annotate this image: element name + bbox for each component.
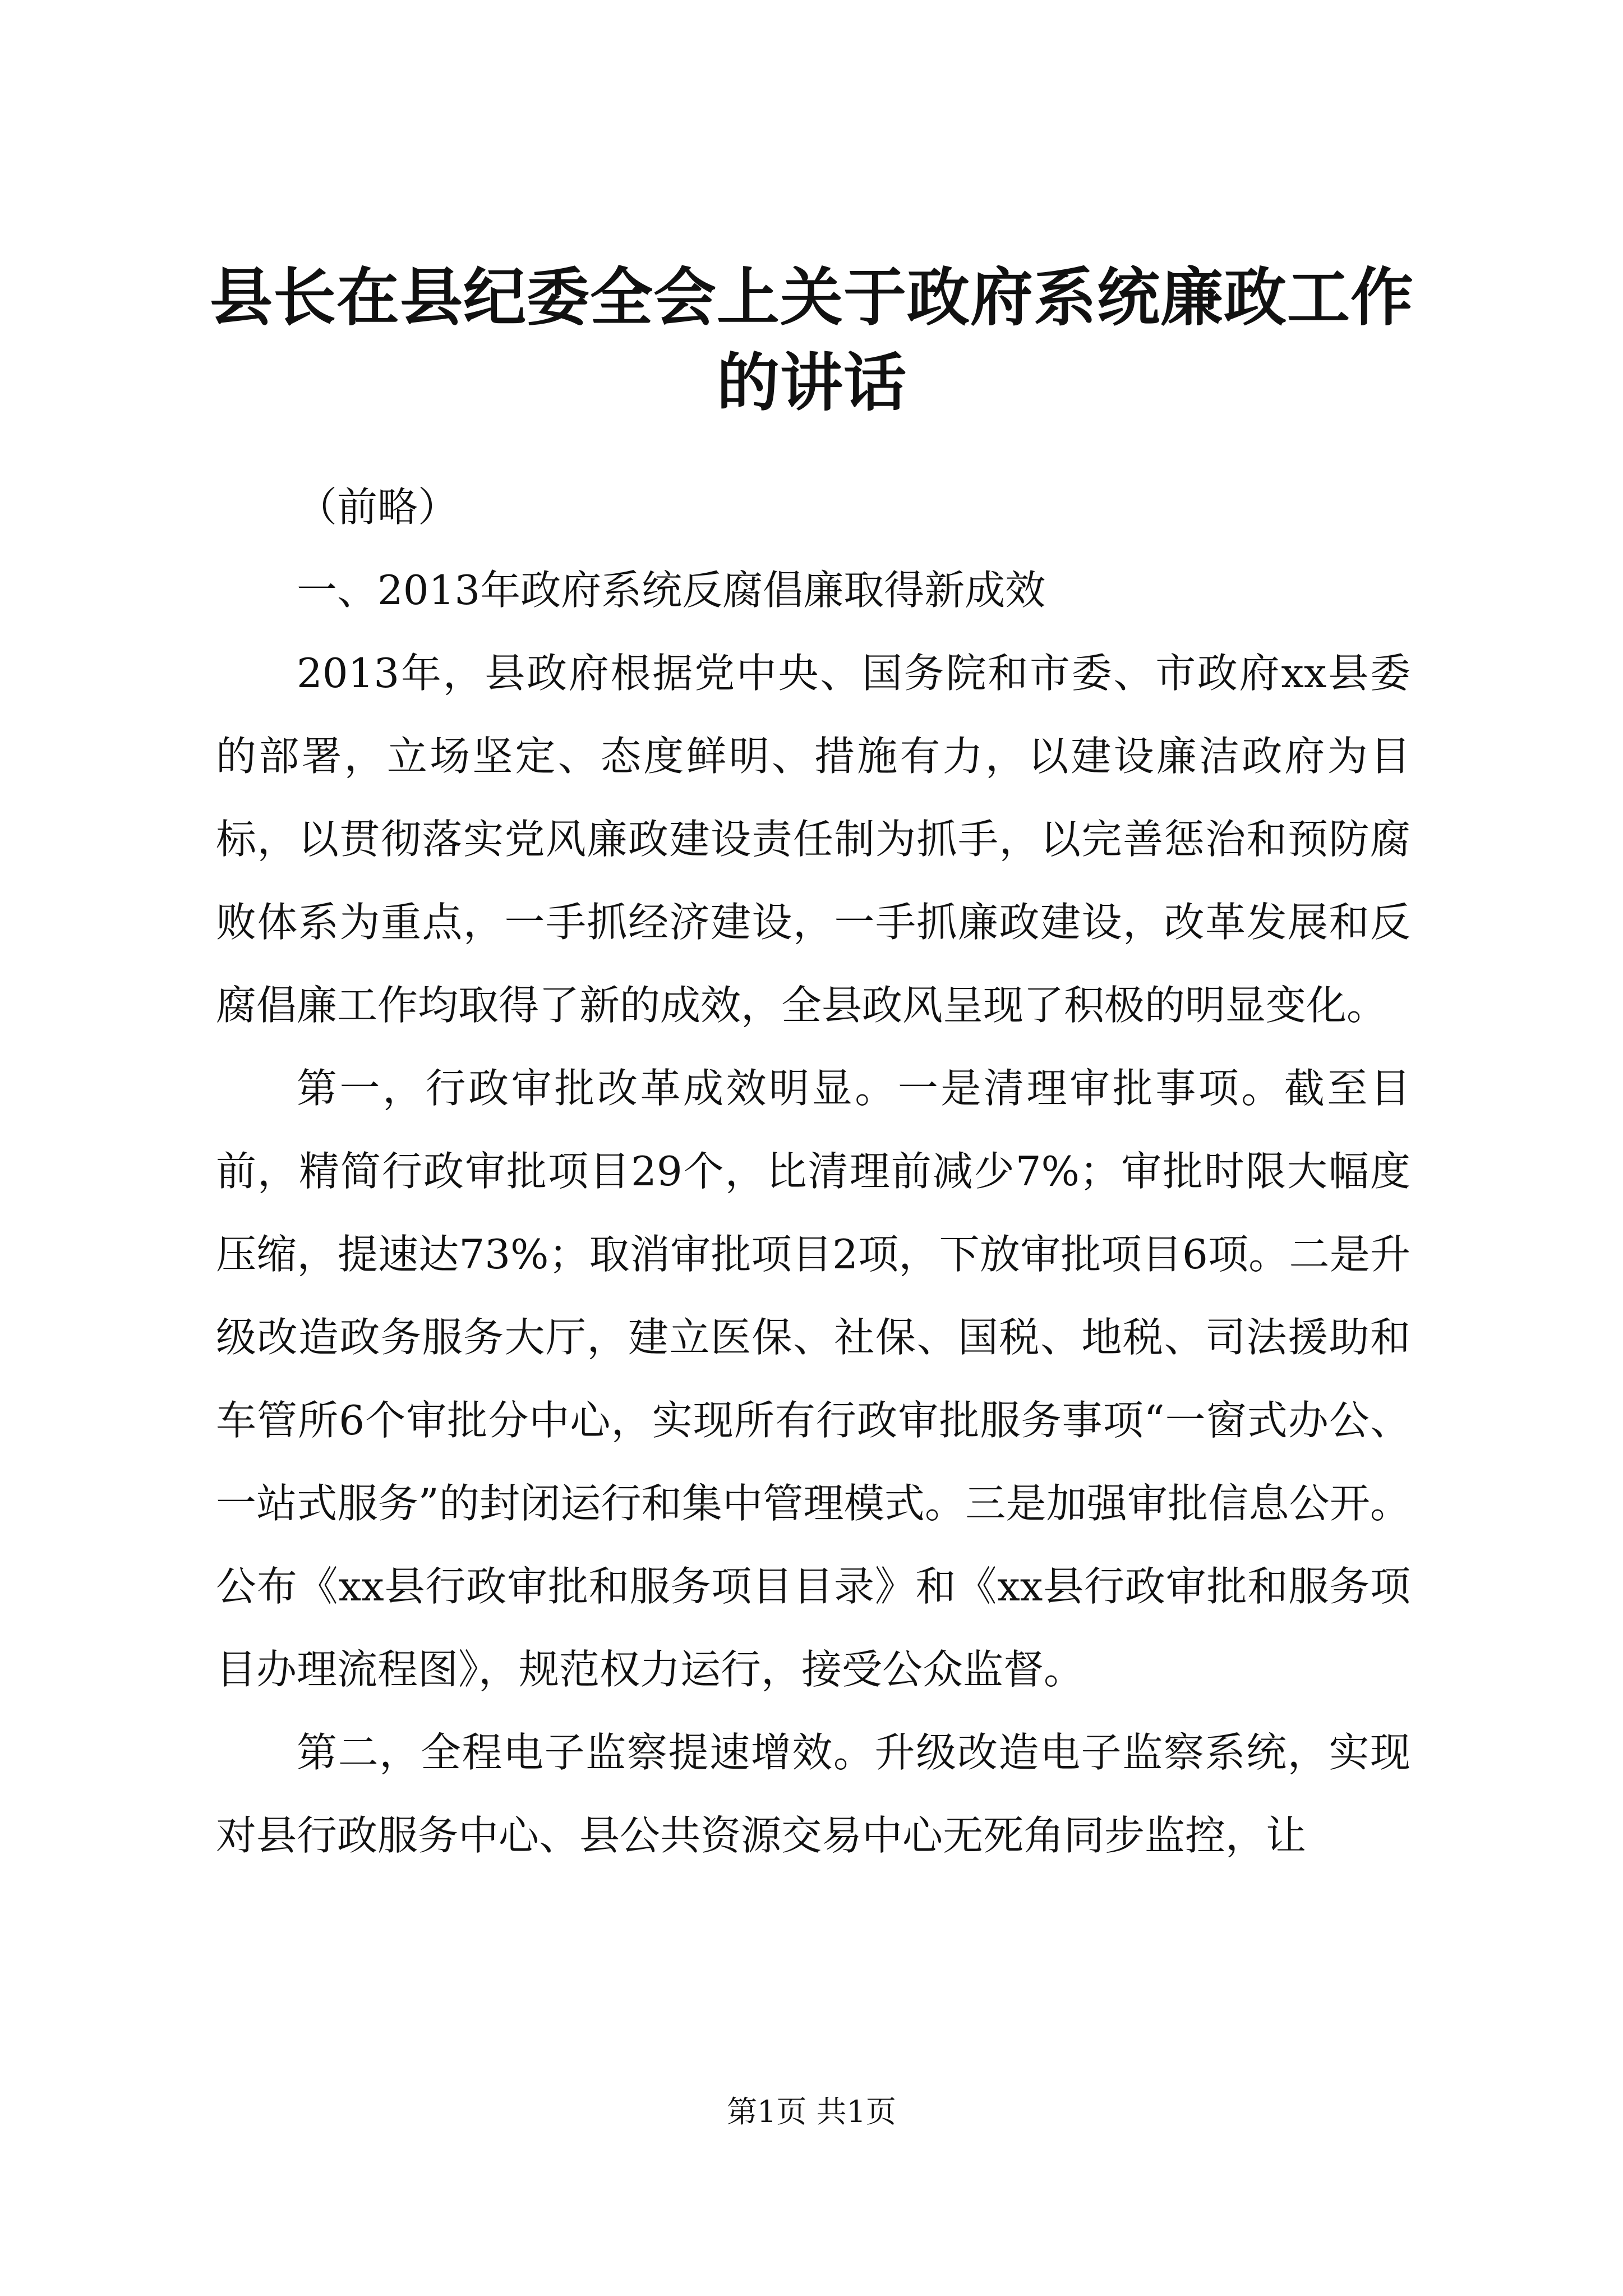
document-body [216,466,1410,1877]
page-footer: 第1页 共1页 [727,2094,896,2129]
section-heading-1: 一、2013年政府系统反腐倡廉取得新成效 [297,567,1046,614]
paragraph-second-point: 第二，全程电子监察提速增效。升级改造电子监察系统，实现对县行政服务中心、县公共资源交易中心无死角同步监控，让 [216,1729,1410,1859]
paragraph-overview: 2013年，县政府根据党中央、国务院和市委、市政府xx县委的部署，立场坚定、态度鲜明、措施有力，以建设廉洁政府为目标，以贯彻落实党风廉政建设责任制为抓手，以完善惩治和预防腐败体系为重点，一手抓经济建设，一手抓廉政建设，改革发展和反腐倡廉工作均取得了新的成效，全县政风呈现了积极的明显变化。 [216,650,1410,1029]
paragraph-preface: （前略） [297,484,459,531]
document-title: 县长在县纪委全会上关于政府系统廉政工作的讲话 [210,261,1414,420]
paragraph-first-point: 第一，行政审批改革成效明显。一是清理审批事项。截至目前，精简行政审批项目29个，比清理前减少7%；审批时限大幅度压缩，提速达73%；取消审批项目2项，下放审批项目6项。二是升级改造政务服务大厅，建立医保、社保、国税、地税、司法援助和车管所6个审批分中心，实现所有行政审批服务事项“一窗式办公、一站式服务”的封闭运行和集中管理模式。三是加强审批信息公开。公布《xx县行政审批和服务项目目录》和《xx县行政审批和服务项目办理流程图》，规范权力运行，接受公众监督。 [216,1065,1410,1693]
